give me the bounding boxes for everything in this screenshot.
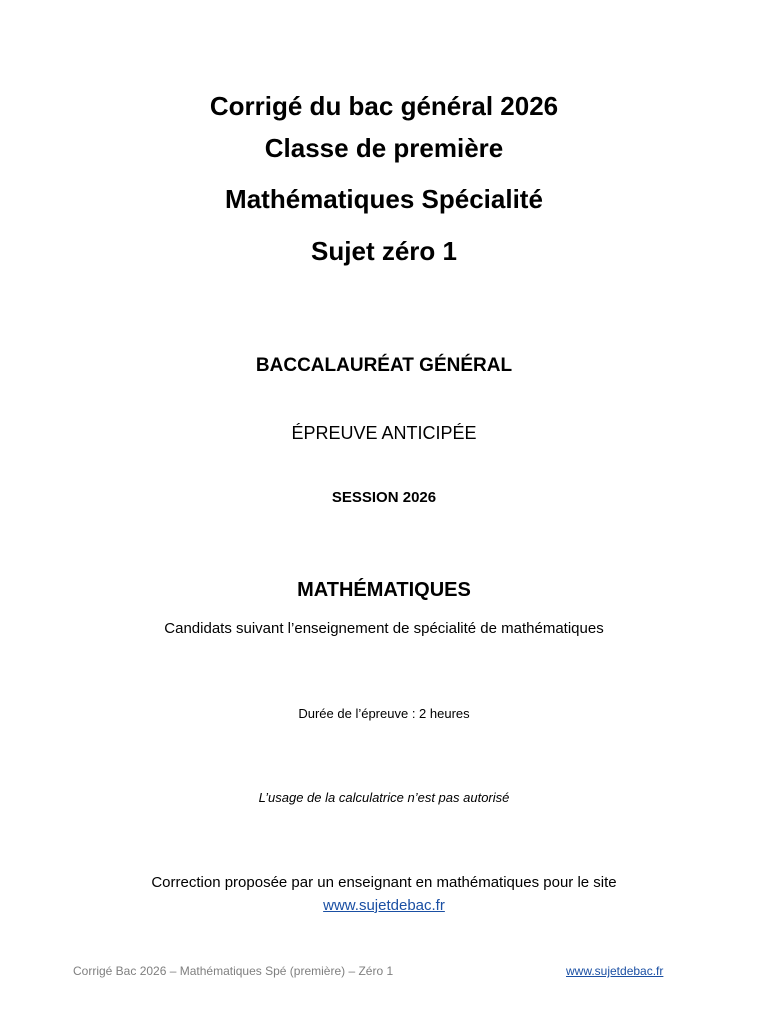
correction-link-wrapper — [0, 896, 768, 916]
title-line-2: Classe de première — [264, 133, 504, 163]
exam-session: SESSION 2026 — [331, 489, 437, 506]
exam-candidates: Candidats suivant l’enseignement de spécialité de mathématiques — [164, 620, 604, 637]
exam-duration: Durée de l’épreuve : 2 heures — [298, 706, 470, 721]
exam-type: ÉPREUVE ANTICIPÉE — [291, 423, 477, 443]
footer-site-link[interactable]: www.sujetdebac.fr — [566, 964, 664, 978]
title-line-1: Corrigé du bac général 2026 — [209, 91, 559, 121]
title-line-3: Mathématiques Spécialité — [225, 184, 543, 214]
footer-text: Corrigé Bac 2026 – Mathématiques Spé (première) – Zéro 1 — [73, 964, 394, 978]
title-line-4: Sujet zéro 1 — [311, 236, 457, 266]
correction-site-link[interactable]: www.sujetdebac.fr — [323, 897, 445, 914]
exam-subject: MATHÉMATIQUES — [297, 579, 471, 601]
correction-text: Correction proposée par un enseignant en mathématiques pour le site — [151, 874, 617, 891]
footer-link-wrapper — [566, 963, 663, 979]
exam-heading: BACCALAURÉAT GÉNÉRAL — [255, 355, 513, 376]
calculator-notice: L’usage de la calculatrice n’est pas autorisé — [258, 790, 510, 805]
